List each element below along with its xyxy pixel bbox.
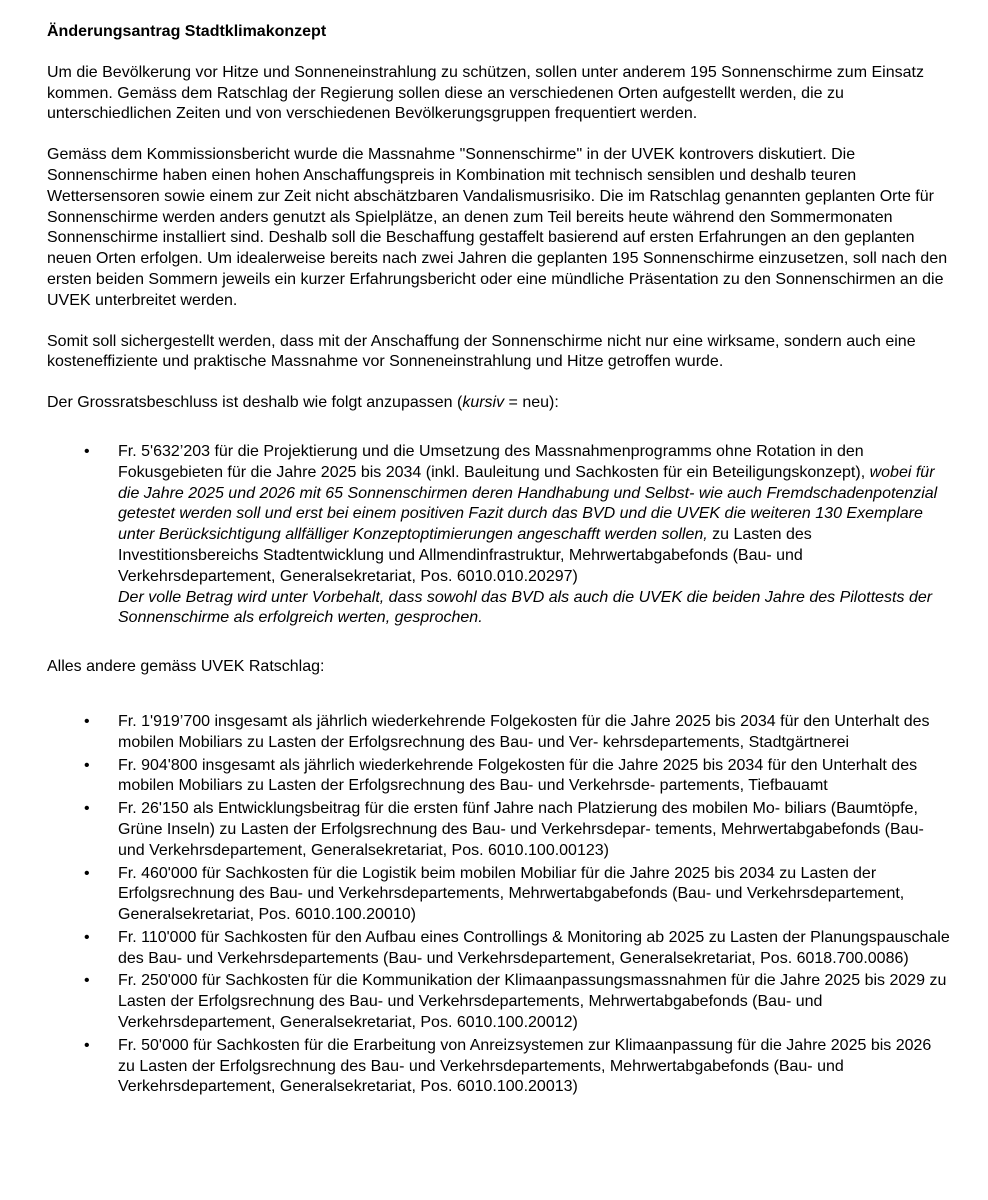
rest-intro: Alles andere gemäss UVEK Ratschlag: — [47, 658, 325, 676]
main-item-italic-2: Der volle Betrag wird unter Vorbehalt, dass sowohl das BVD als auch die UVEK die beiden Jahre des Pilottests der Sonnenschirme als erfolgreich werten, gesprochen. — [118, 588, 933, 627]
main-item-italic-1: wobei für die Jahre 2025 und 2026 mit 65 Sonnenschirmen deren Handhabung und Selbst- wie auch Fremdschadenpotenzial getestet werden soll und erst bei einem positiven Fazit durch das BVD und die UVEK die weiteren 130 Exemplare unter Berücksichtigung allfälliger Konzeptoptimierungen angeschafft werden sollen, — [118, 463, 938, 544]
main-item-text-1: Fr. 5'632’203 für die Projektierung und die Umsetzung des Massnahmenprogramms ohne Rotation in den Fokusgebieten für die Jahre 2025 bis 2034 (inkl. Bauleitung und Sachkosten für ein Beteiligungskonzept), — [118, 442, 866, 481]
main-amendment-list — [47, 442, 952, 629]
list-item: • Fr. 460'000 für Sachkosten für die Logistik beim mobilen Mobiliar für die Jahre 2025 bis 2034 zu Lasten der Erfolgsrechnung des Bau- und Verkehrsdepartements, Mehrwertabgabefonds (Bau- und Verkehrsdepartement, Generalsekretariat, Pos. 6010.100.20010) — [118, 864, 952, 926]
paragraph-conclusion: Somit soll sichergestellt werden, dass mit der Anschaffung der Sonnenschirme nicht nur eine wirksame, sondern auch eine kosteneffiziente und praktische Massnahme vor Sonneneinstrahlung und Hitze getroffen wurde. — [47, 332, 916, 371]
adjustment-intro — [47, 393, 952, 414]
rest-items-list — [47, 712, 952, 1098]
paragraph-commission-report: Gemäss dem Kommissionsbericht wurde die Massnahme "Sonnenschirme" in der UVEK kontrovers diskutiert. Die Sonnenschirme haben einen hohen Anschaffungspreis in Kombination mit technisch sensiblen und deshalb teuren Wettersensoren sowie einem zur Zeit nicht abschätzbaren Vandalismusrisiko. Die im Ratschlag genannten geplanten Orte für Sonnenschirme werden anders genutzt als Spielplätze, an denen zum Teil bereits heute während den Sommermonaten Sonnenschirme installiert sind. Deshalb soll die Beschaffung gestaffelt basierend auf ersten Erfahrungen an den geplanten neuen Orten erfolgen. Um idealerweise bereits nach zwei Jahren die geplanten 195 Sonnenschirme einzusetzen, soll nach den ersten beiden Sommern jeweils ein kurzer Erfahrungsbericht oder eine mündliche Präsentation zu den Sonnenschirmen an die UVEK unterbreitet werden. — [47, 146, 948, 309]
document-page — [47, 22, 952, 1100]
document-title: Änderungsantrag Stadtklimakonzept — [47, 23, 327, 40]
paragraph-intro: Um die Bevölkerung vor Hitze und Sonneneinstrahlung zu schützen, sollen unter anderem 195 Sonnenschirme zum Einsatz kommen. Gemäss dem Ratschlag der Regierung sollen diese an verschiedenen Orten aufgestellt werden, die zu unterschiedlichen Zeiten und von verschiedenen Bevölkerungsgruppen frequentiert werden. — [47, 63, 924, 123]
adjustment-intro-italic: kursiv — [462, 394, 505, 412]
list-item: • Fr. 50'000 für Sachkosten für die Erarbeitung von Anreizsystemen zur Klimaanpassung für die Jahre 2025 bis 2026 zu Lasten der Erfolgsrechnung des Bau- und Verkehrsdepartements, Mehrwertabgabefonds (Bau- und Verkehrsdepartement, Generalsekretariat, Pos. 6010.100.20013) — [118, 1036, 952, 1098]
adjustment-intro-end: = neu): — [504, 394, 559, 412]
adjustment-intro-text: Der Grossratsbeschluss ist deshalb wie folgt anzupassen ( — [47, 394, 463, 412]
main-item-text-2: zu Lasten des Investitionsbereichs Stadtentwicklung und Allmendinfrastruktur, Mehrwertabgabefonds (Bau- und Verkehrsdepartement, Generalsekretariat, Pos. 6010.010.20297) — [118, 526, 812, 585]
list-item: • Fr. 250'000 für Sachkosten für die Kommunikation der Klimaanpassungsmassnahmen für die Jahre 2025 bis 2029 zu Lasten der Erfolgsrechnung des Bau- und Verkehrsdepartements, Mehrwertabgabefonds (Bau- und Verkehrsdepartement, Generalsekretariat, Pos. 6010.100.20012) — [118, 971, 952, 1033]
list-item: • Fr. 110'000 für Sachkosten für den Aufbau eines Controllings & Monitoring ab 2025 zu Lasten der Planungspauschale des Bau- und Verkehrsdepartements (Bau- und Verkehrsdepartement, Generalsekretariat, Pos. 6018.700.0086) — [118, 928, 952, 970]
list-item: • Fr. 26'150 als Entwicklungsbeitrag für die ersten fünf Jahre nach Platzierung des mobilen Mo- biliars (Baumtöpfe, Grüne Inseln) zu Lasten der Erfolgsrechnung des Bau- und Verkehrsdepar- tements, Mehrwertabgabefonds (Bau- und Verkehrsdepartement, Generalsekretariat, Pos. 6010.100.00123) — [118, 799, 952, 861]
list-item: • Fr. 904'800 insgesamt als jährlich wiederkehrende Folgekosten für die Jahre 2025 bis 2034 für den Unterhalt des mobilen Mobiliars zu Lasten der Erfolgsrechnung des Bau- und Verkehrsde- partements, Tiefbauamt — [118, 756, 952, 798]
list-item: • Fr. 1'919’700 insgesamt als jährlich wiederkehrende Folgekosten für die Jahre 2025 bis 2034 für den Unterhalt des mobilen Mobiliars zu Lasten der Erfolgsrechnung des Bau- und Ver- kehrsdepartements, Stadtgärtnerei — [118, 712, 952, 754]
main-amendment-item — [118, 442, 952, 629]
